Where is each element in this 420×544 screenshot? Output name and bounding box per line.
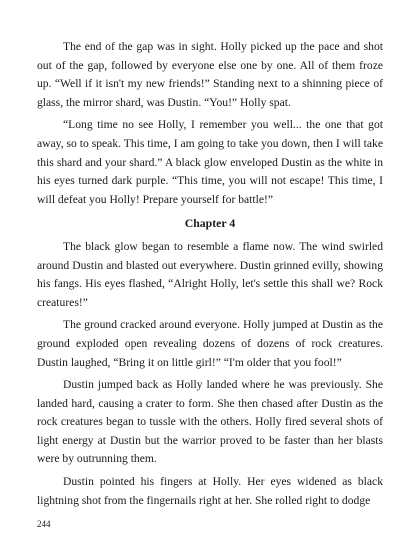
paragraph-1: The end of the gap was in sight. Holly picked up the pace and shot out of the gap, followed by everyone else one by one. All of them froze up. “Well if it isn't my new friends!” Standing next to a shinning piece of glass, the mirror shard, was Dustin. “You!” Holly spat.	[37, 40, 383, 109]
paragraph-3: The black glow began to resemble a flame now. The wind swirled around Dustin and blasted out everywhere. Dustin grinned evilly, showing his fangs. His eyes flashed, “Alright Holly, let's settle this shall we? Rock creatures!”	[37, 239, 383, 309]
paragraph-2: “Long time no see Holly, I remember you well... the one that got away, so to speak. This time, I am going to take you down, then I will take this shard and your shard.” A black glow enveloped Dustin as the white in his eyes turned dark purple. “This time, you will not escape! This time, I will defeat you Holly! Prepare yourself for battle!”	[37, 118, 383, 206]
paragraph-6: Dustin pointed his fingers at Holly. Her eyes widened as black lightning shot from the fingernails right at her. She rolled right to dodge	[37, 475, 383, 507]
chapter-heading: Chapter 4	[184, 216, 236, 231]
paragraph-4: The ground cracked around everyone. Holly jumped at Dustin as the ground exploded open revealing dozens of dozens of rock creatures. Dustin laughed, “Bring it on little girl!” “I'm older that you fool!”	[37, 318, 383, 369]
paragraph-5: Dustin jumped back as Holly landed where he was previously. She landed hard, causing a crater to form. She then chased after Dustin as the rock creatures began to tussle with the others. Holly fired several shots of light energy at Dustin but the warrior proved to be faster than her blasts were by outrunning them.	[37, 378, 383, 466]
page-body	[37, 38, 383, 514]
page-number: 244	[37, 519, 51, 529]
